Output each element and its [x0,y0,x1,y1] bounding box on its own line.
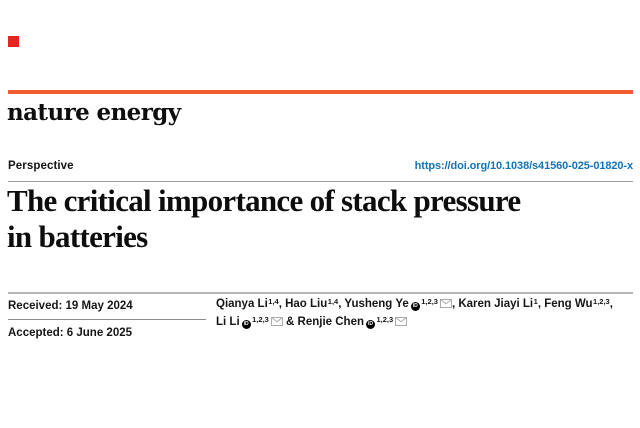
article-title-line2: in batteries [7,218,148,254]
affiliation-superscript: 1,4 [268,296,279,306]
orcid-icon[interactable]: iD [243,320,249,327]
author-line [216,296,616,314]
envelope-icon[interactable] [271,315,283,332]
received-date: Received: 19 May 2024 [8,300,133,312]
author: Li Li iD $^{1,2,3}$ & [216,316,298,328]
author: Hao Liu$^{1,4}$, [285,296,345,310]
affiliation-superscript: 1,2,3 [421,296,438,306]
affiliation-superscript: 1,4 [327,296,339,306]
affiliation-superscript: 1,2,3 [593,296,610,306]
author: Yusheng Ye iD $^{1,2,3}$ , [344,298,458,310]
history-top-divider [8,292,633,294]
orcid-icon[interactable]: iD [412,302,418,309]
envelope-icon[interactable] [395,315,407,332]
journal-brand-square [8,36,19,47]
article-type-label: Perspective [8,160,74,172]
envelope-icon[interactable] [440,297,452,314]
author: Feng Wu$^{1,2,3}$, [544,296,613,310]
history-mid-divider [8,319,206,320]
affiliation-superscript: 1,2,3 [376,314,394,324]
affiliation-superscript: 1 [533,296,538,306]
journal-name: nature energy [7,99,181,126]
article-title-line1: The critical importance of stack pressure [7,183,521,218]
orcid-icon[interactable]: iD [368,320,373,327]
author: Qianya Li$^{1,4}$, [216,296,286,310]
doi-link[interactable]: https://doi.org/10.1038/s41560-025-01820-x [414,160,633,172]
author-list [216,296,616,332]
kicker-divider [8,181,633,182]
masthead-rule [8,90,633,94]
affiliation-superscript: 1,2,3 [252,314,269,324]
kicker-row [8,160,633,172]
author: Renjie Chen iD $^{1,2,3}$ [298,316,408,328]
author: Karen Jiayi Li$^1$, [458,296,545,310]
author-line [216,314,616,332]
accepted-date: Accepted: 6 June 2025 [8,327,133,339]
article-title [7,183,520,254]
